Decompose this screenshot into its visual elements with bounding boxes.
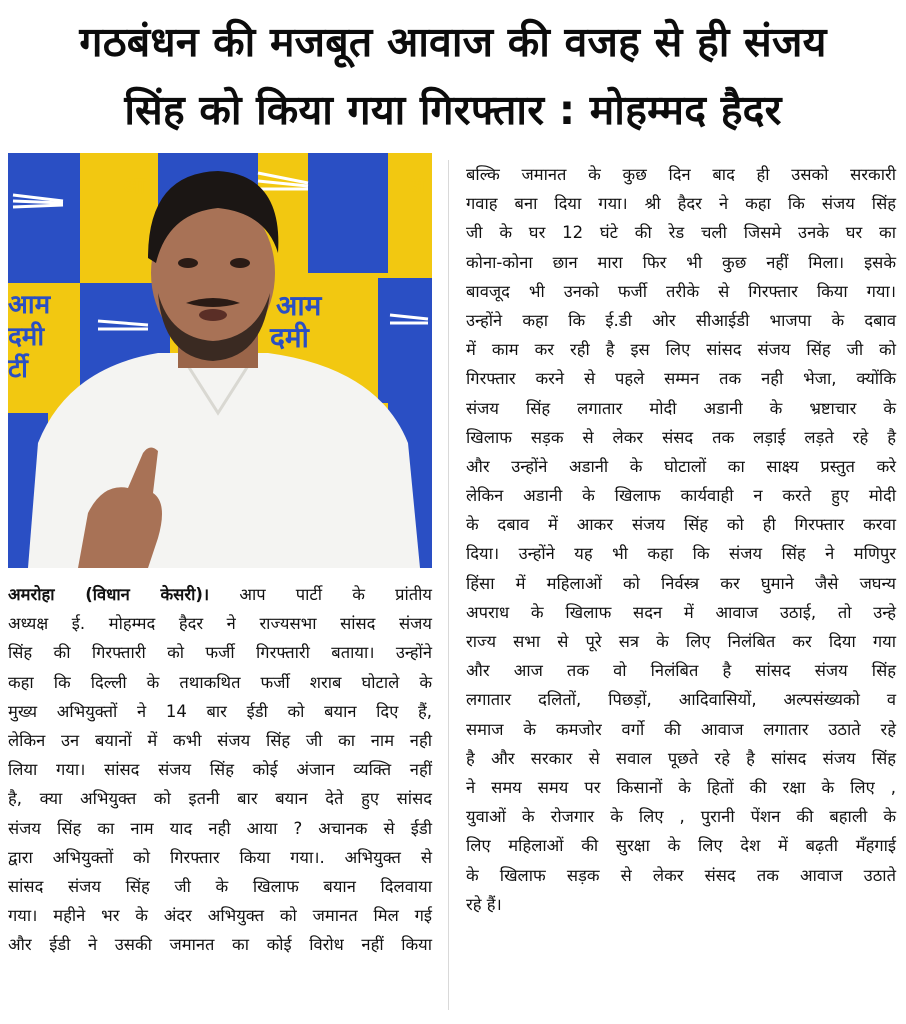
dateline: अमरोहा (विधान केसरी)। <box>8 585 210 604</box>
article-line: बल्कि जमानत के कुछ दिन बाद ही उसको सरकारी <box>466 165 896 184</box>
speaker-photo-image <box>8 153 432 568</box>
article-line: संजय सिंह का नाम याद नही आया ? अचानक से ईडी <box>8 818 432 838</box>
article-line: अध्यक्ष ई. मोहम्मद हैदर ने राज्यसभा सांसद संजय <box>8 614 432 634</box>
article-line: अपराध के खिलाफ सदन में आवाज उठाई, तो उन्हे <box>466 602 896 622</box>
article-line: बावजूद भी उनको फर्जी तरीके से गिरफ्तार किया गया। <box>466 281 896 301</box>
speaker-photo <box>8 153 432 568</box>
headline <box>0 8 906 144</box>
article-line: सांसद संजय सिंह जी के खिलाफ बयान दिलवाया <box>8 876 432 896</box>
article-line: और ईडी ने उसकी जमानत का कोई विरोध नहीं किया <box>8 935 432 955</box>
article-line: दिया। उन्होंने यह भी कहा कि संजय सिंह ने मणिपुर <box>466 544 896 564</box>
backdrop-blue-tile <box>378 278 432 403</box>
article-line-text: आप पार्टी के प्रांतीय <box>209 585 432 604</box>
article-line: हिंसा में महिलाओं को निर्वस्त्र कर घुमाने जैसे जघन्य <box>466 573 896 593</box>
headline-line-1: गठबंधन की मजबूत आवाज की वजह से ही संजय <box>79 18 827 66</box>
column-divider <box>448 160 449 1010</box>
svg-text:दमी: दमी <box>8 322 45 352</box>
article-line: और उन्होंने अडानी के घोटालों का साक्ष्य प्रस्तुत करे <box>466 456 896 476</box>
mouth <box>199 309 227 321</box>
svg-text:आम: आम <box>8 290 51 320</box>
article-line: गया। महीने भर के अंदर अभियुक्त को जमानत मिल गई <box>8 906 432 926</box>
article-line: कहा कि दिल्ली के तथाकथित फर्जी शराब घोटाले के <box>8 672 432 692</box>
svg-text:दमी: दमी <box>270 321 309 354</box>
eye <box>178 258 198 268</box>
eye <box>230 258 250 268</box>
article-line: में काम कर रही है इस लिए सांसद संजय सिंह जी को <box>466 340 896 360</box>
article-line: सिंह की गिरफ्तारी को फर्जी गिरफ्तारी बताया। उन्होंने <box>8 643 432 663</box>
article-line: और आज तक वो निलंबित है सांसद संजय सिंह <box>466 661 896 681</box>
article-line: राज्य सभा से पूरे सत्र के लिए निलंबित कर दिया गया <box>466 632 896 651</box>
article-line: लेकिन अडानी के खिलाफ कार्यवाही न करते हुए मोदी <box>466 486 896 506</box>
article-line: रहे हैं। <box>466 894 502 914</box>
article-line: युवाओं के रोजगार के लिए , पुरानी पेंशन की बहाली के <box>466 807 896 827</box>
backdrop-blue-tile <box>8 153 80 283</box>
article-line: लिया गया। सांसद संजय सिंह कोई अंजान व्यक्ति नहीं <box>8 760 432 780</box>
article-line: लेकिन उन बयानों में कभी संजय सिंह जी का नाम नही <box>8 730 432 750</box>
article-column-left <box>8 580 432 959</box>
article-line: के दबाव में आकर संजय सिंह को ही गिरफ्तार करवा <box>466 515 896 535</box>
headline-line-2: सिंह को किया गया गिरफ्तार : मोहम्मद हैदर <box>124 86 782 134</box>
article-line: लगातार दलितों, पिछड़ों, आदिवासियों, अल्पसंख्यको व <box>466 690 896 710</box>
svg-text:आ: आ <box>123 174 146 199</box>
article-line: है, क्या अभियुक्त को इतनी बार बयान देते हुए सांसद <box>8 789 432 809</box>
article-line: जी के घर 12 घंटे की रेड चली जिसमे उनके घर का <box>466 223 896 243</box>
article-line: खिलाफ सड़क से लेकर संसद तक लड़ाई लड़ते रहे है <box>466 427 896 447</box>
backdrop-blue-tile <box>308 153 388 273</box>
article-line: उन्होंने कहा कि ई.डी ओर सीआईडी भाजपा के दबाव <box>466 310 896 330</box>
article-line: द्वारा अभियुक्तों को गिरफ्तार किया गया।. अभियुक्त से <box>8 847 432 867</box>
svg-text:अ: अ <box>408 174 425 199</box>
svg-text:र्टी: र्टी <box>8 354 28 384</box>
article-column-right <box>466 160 896 919</box>
article-line: समाज के कमजोर वर्गो की आवाज लगातार उठाते रहे <box>466 719 896 739</box>
article-line: गवाह बना दिया गया। श्री हैदर ने कहा कि संजय सिंह <box>466 194 896 214</box>
svg-text:आम: आम <box>276 289 322 322</box>
article-line: लिए महिलाओं की सुरक्षा के लिए देश में बढ़ती मँहगाई <box>466 836 896 856</box>
article-line: ने समय समय पर किसानों के हितों की रक्षा के लिए , <box>466 777 896 797</box>
article-line: के खिलाफ सड़क से लेकर संसद तक आवाज उठाते <box>466 865 896 885</box>
article-line: कोना-कोना छान मारा फिर भी कुछ नहीं मिला। इसके <box>466 252 896 272</box>
article-line: संजय सिंह लगातार मोदी अडानी के भ्रष्टाचार के <box>466 398 896 418</box>
article-line: गिरफ्तार करने से पहले सम्मन तक नही भेजा, क्योंकि <box>466 369 896 389</box>
article-line: मुख्य अभियुक्तों ने 14 बार ईडी को बयान दिए हैं, <box>8 701 432 721</box>
article-line: है और सरकार से सवाल पूछते रहे है सांसद संजय सिंह <box>466 748 896 768</box>
article-line <box>8 580 432 609</box>
